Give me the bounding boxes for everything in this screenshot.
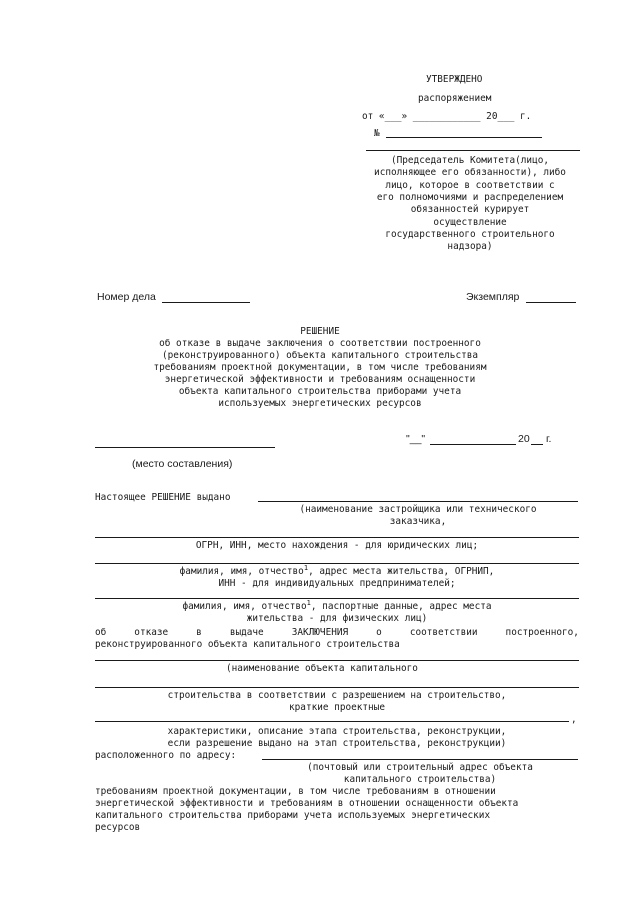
approval-number-label: №	[374, 128, 380, 139]
note-permit-2: краткие проектные	[289, 702, 385, 713]
note-permit-1: строительства в соответствии с разрешением на строительство,	[167, 690, 507, 701]
legal-entity-line	[95, 537, 579, 538]
date-day: "__"	[406, 433, 426, 445]
decision-heading: РЕШЕНИЕ	[300, 326, 340, 337]
address-label: расположенного по адресу:	[95, 750, 237, 761]
entrepreneur-line	[95, 563, 579, 564]
copy-line	[526, 302, 576, 303]
note-entrepreneur-2: ИНН - для индивидуальных предпринимателей;	[218, 578, 456, 589]
object-permit-line	[95, 687, 579, 688]
date-month-line	[430, 444, 516, 445]
note-individual-2: жительства - для физических лиц)	[246, 613, 428, 624]
approval-date-line: от «___» ____________ 20___ г.	[362, 111, 532, 122]
note-legal: ОГРН, ИНН, место нахождения - для юридических лиц;	[195, 540, 479, 551]
case-number-label: Номер дела	[97, 291, 156, 303]
note-object: (наименование объекта капитального	[226, 663, 418, 674]
approval-signature-line	[366, 150, 580, 151]
line-comma: ,	[571, 714, 577, 725]
note-developer-2: заказчика,	[389, 516, 447, 527]
date-year: 20	[518, 433, 530, 445]
note-stage-1: характеристики, описание этапа строительства, реконструкции,	[167, 726, 507, 737]
note-entrepreneur-1: фамилия, имя, отчество$^1$, адрес места жительства, ОГРНИП,	[179, 563, 495, 577]
date-year-line	[531, 444, 543, 445]
note-individual-1: фамилия, имя, отчество$^1$, паспортные данные, адрес места	[182, 598, 492, 612]
approval-by: распоряжением	[418, 93, 492, 104]
approval-number-line	[386, 137, 542, 138]
date-year-suffix: г.	[546, 433, 552, 445]
individual-line	[95, 598, 579, 599]
approval-title: УТВЕРЖДЕНО	[426, 74, 483, 85]
refusal-line: об отказе в выдаче ЗАКЛЮЧЕНИЯ о соответствии построенного,	[95, 627, 579, 638]
note-address-1: (почтовый или строительный адрес объекта	[307, 762, 533, 773]
copy-label: Экземпляр	[466, 291, 520, 303]
characteristics-line	[95, 721, 569, 722]
issued-to-label: Настоящее РЕШЕНИЕ выдано	[95, 492, 231, 503]
issued-to-line	[258, 501, 578, 502]
case-number-line	[162, 302, 250, 303]
note-stage-2: если разрешение выдано на этап строительства, реконструкции)	[167, 738, 507, 749]
address-line	[262, 759, 578, 760]
place-label: (место составления)	[132, 458, 233, 470]
refusal-line-2: реконструированного объекта капитального строительства	[95, 639, 400, 650]
place-line	[95, 447, 275, 448]
object-name-line	[95, 660, 579, 661]
note-developer-1: (наименование застройщика или технического	[299, 504, 537, 515]
note-address-2: капитального строительства)	[343, 774, 497, 785]
